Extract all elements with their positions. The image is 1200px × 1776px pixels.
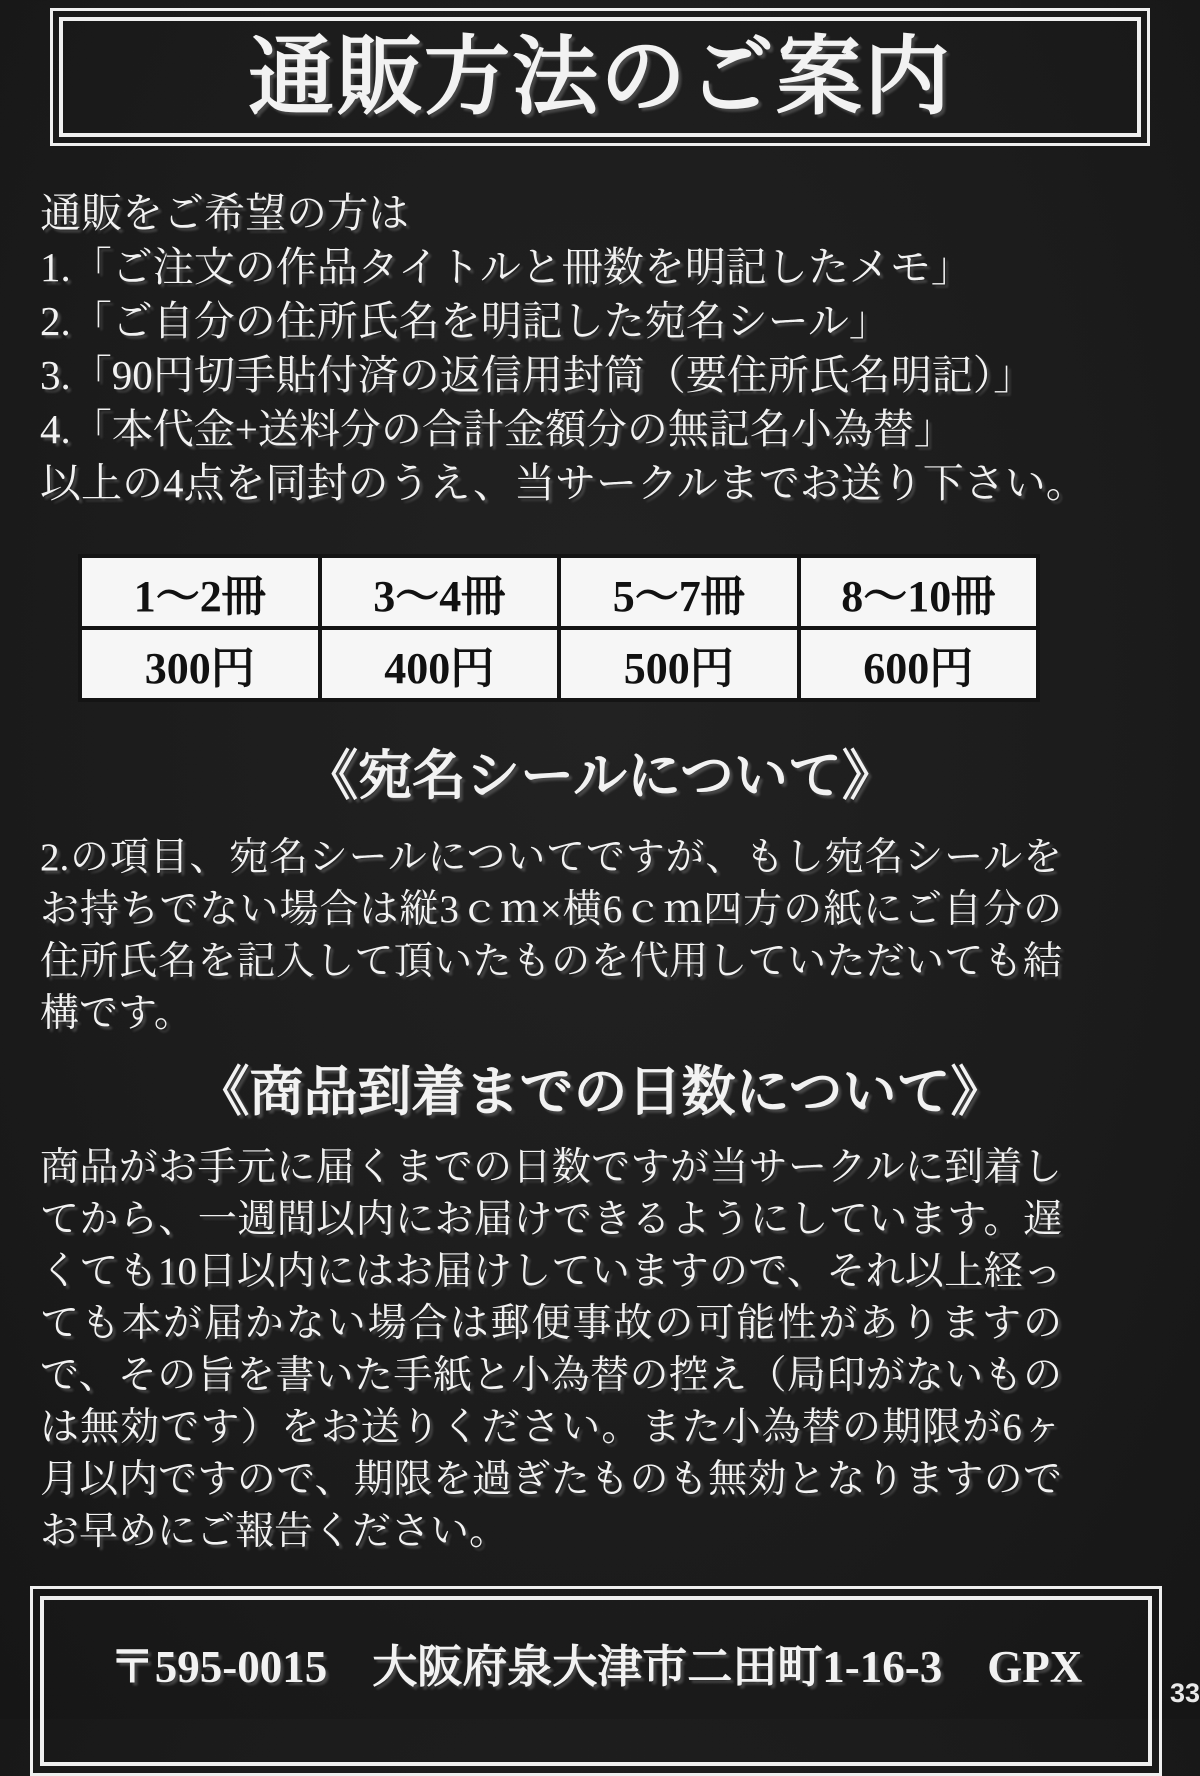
title-box-inner [59, 17, 1141, 137]
intro-line-item-1: 1.「ご注文の作品タイトルと冊数を明記したメモ」 [40, 244, 972, 290]
footer-address-box [30, 1586, 1162, 1776]
price-row [80, 628, 1038, 700]
quantity-row [80, 556, 1038, 628]
shipping-price-table [78, 554, 1040, 702]
mail-order-info-page [0, 8, 1200, 1708]
section-heading-delivery-days: 《商品到着までの日数について》 [195, 1062, 1005, 1122]
page-title: 通販方法のご案内 [248, 29, 952, 125]
intro-line-item-4: 4.「本代金+送料分の合計金額分の無記名小為替」 [40, 406, 955, 452]
intro-line-item-3: 3.「90円切手貼付済の返信用封筒（要住所氏名明記）」 [40, 352, 1035, 398]
intro-line-closing: 以上の4点を同封のうえ、当サークルまでお送り下さい。 [40, 460, 1087, 506]
price-cell-2: 400円 [320, 628, 560, 700]
quantity-cell-4: 8～10冊 [799, 556, 1039, 628]
price-cell-3: 500円 [559, 628, 799, 700]
circle-address: 〒595-0015 大阪府泉大津市二田町1-16-3 GPX [109, 1642, 1083, 1692]
footer-address-box-inner [40, 1596, 1152, 1766]
intro-line-item-2: 2.「ご自分の住所氏名を明記した宛名シール」 [40, 298, 890, 344]
price-cell-1: 300円 [80, 628, 320, 700]
quantity-cell-3: 5～7冊 [559, 556, 799, 628]
price-cell-4: 600円 [799, 628, 1039, 700]
page-number: 33 [1170, 1678, 1200, 1708]
title-box [50, 8, 1150, 146]
section-body-delivery-days: 商品がお手元に届くまでの日数ですが当サークルに到着してから、一週間以内にお届けできるようにしています。遅くても10日以内にはお届けしていますので、それ以上経っても本が届かない場合は郵便事故の可能性がありますので、その旨を書いた手紙と小為替の控え（局印がないものは無効です）をお送りください。また小為替の期限が6ヶ月以内ですので、期限を過ぎたものも無効となりますのでお早めにご報告ください。 [40, 1146, 1062, 1553]
quantity-cell-1: 1～2冊 [80, 556, 320, 628]
intro-instructions [40, 186, 1160, 510]
quantity-cell-2: 3～4冊 [320, 556, 560, 628]
section-heading-address-seal: 《宛名シールについて》 [304, 746, 896, 806]
section-body-address-seal: 2.の項目、宛名シールについてですが、もし宛名シールをお持ちでない場合は縦3ｃｍ×横6ｃｍ四方の紙にご自分の住所氏名を記入して頂いたものを代用していただいても結構です。 [40, 836, 1062, 1035]
intro-line: 通販をご希望の方は [40, 190, 409, 236]
